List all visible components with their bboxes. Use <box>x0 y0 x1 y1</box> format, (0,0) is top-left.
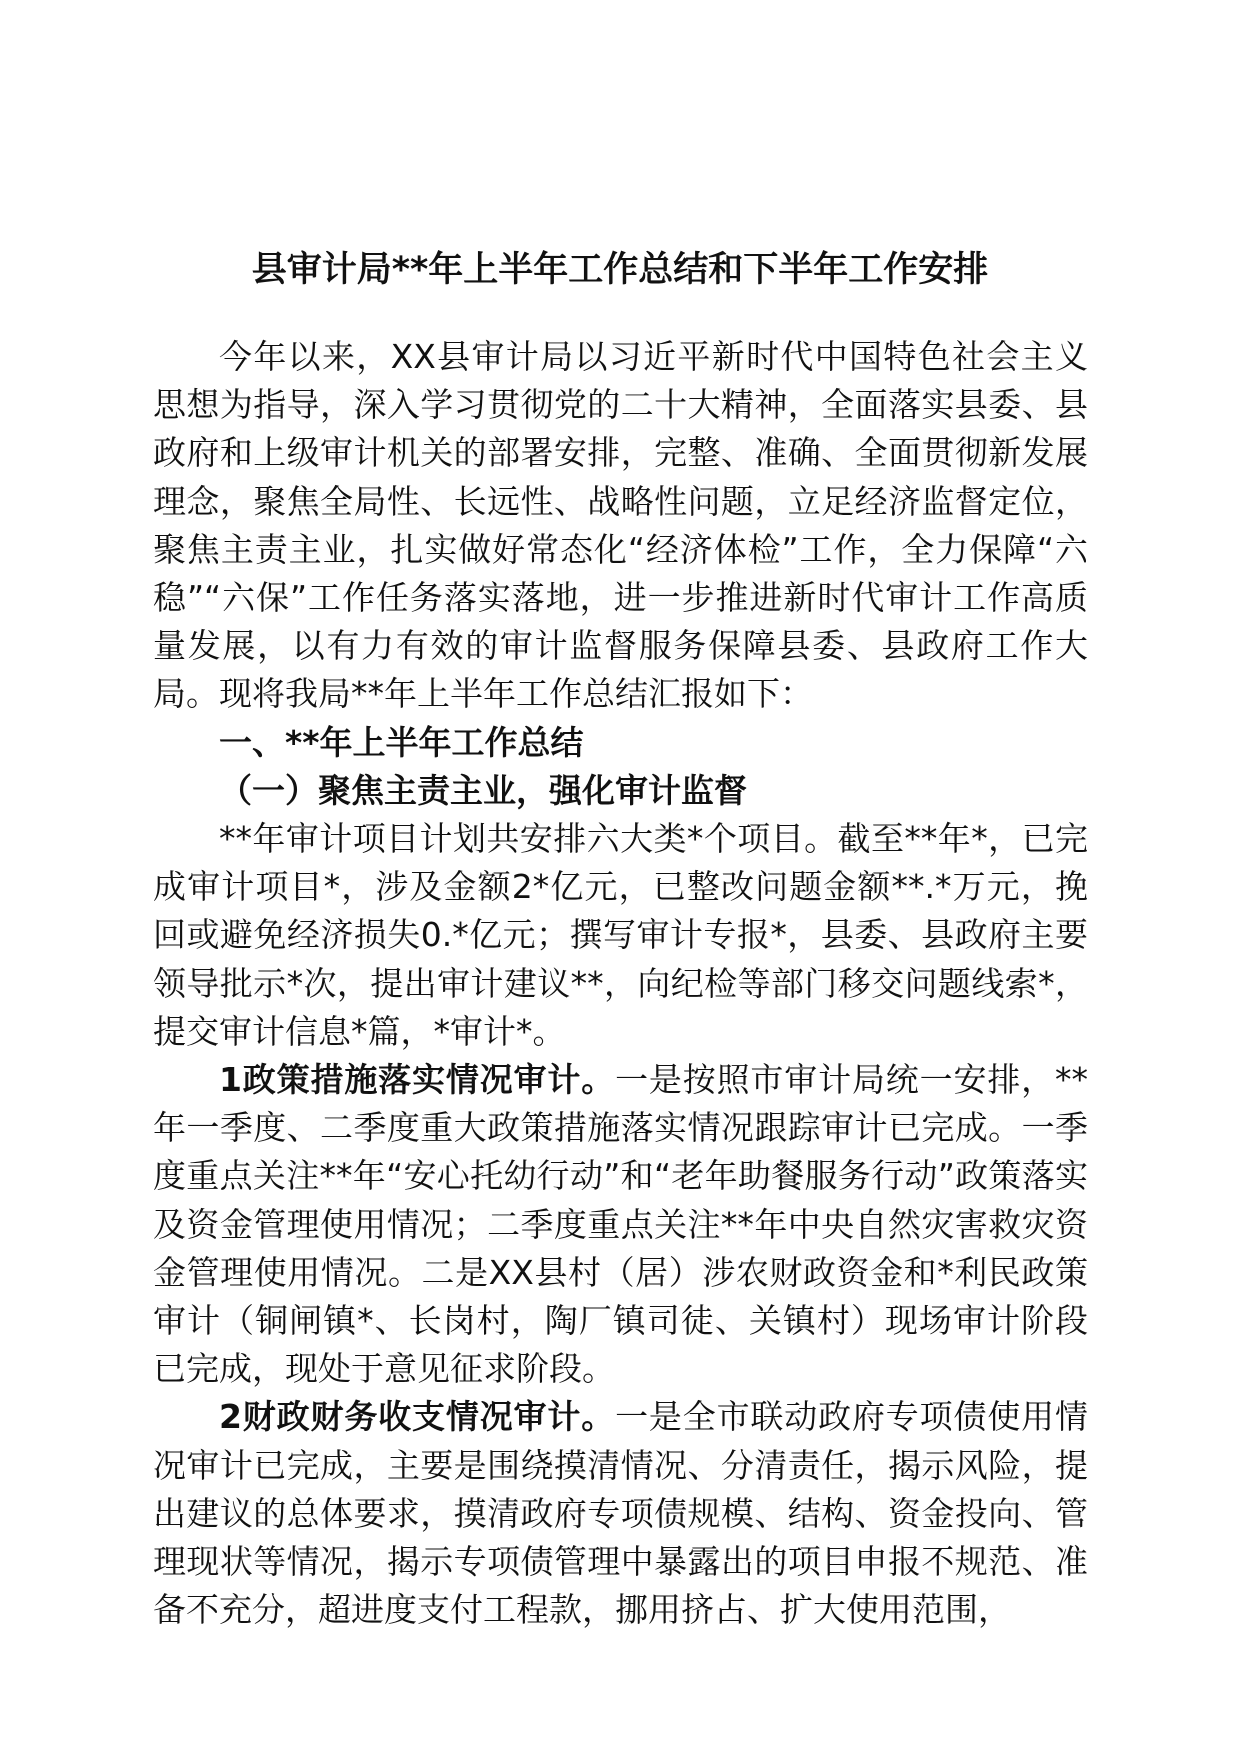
subsection-heading: （一）聚焦主责主业，强化审计监督 <box>219 770 747 810</box>
document-title: 县审计局**年上半年工作总结和下半年工作安排 <box>251 250 989 290</box>
item-1-text: 一是按照市审计局统一安排，**年一季度、二季度重大政策措施落实情况跟踪审计已完成。一季度重点关注**年“安心托幼行动”和“老年助餐服务行动”政策落实及资金管理使用情况；二季度重点关注**年中央自然灾害救灾资金管理使用情况。二是XX县村（居）涉农财政资金和*利民政策审计（铜闸镇*、长岗村，陶厂镇司徒、关镇村）现场审计阶段已完成，现处于意见征求阶段。 <box>153 1060 1088 1389</box>
item-2-paragraph <box>153 1393 1088 1634</box>
item-1-paragraph <box>153 1056 1088 1393</box>
subsection-paragraph: **年审计项目计划共安排六大类*个项目。截至**年*，已完成审计项目*，涉及金额2*亿元，已整改问题金额**.*万元，挽回或避免经济损失0.*亿元；撰写审计专报*，县委、县政府主要领导批示*次，提出审计建议**，向纪检等部门移交问题线索*，提交审计信息*篇，*审计*。 <box>153 819 1088 1051</box>
section-heading: 一、**年上半年工作总结 <box>219 722 584 762</box>
intro-paragraph: 今年以来，XX县审计局以习近平新时代中国特色社会主义思想为指导，深入学习贯彻党的二十大精神，全面落实县委、县政府和上级审计机关的部署安排，完整、准确、全面贯彻新发展理念，聚焦全局性、长远性、战略性问题，立足经济监督定位，聚焦主责主业，扎实做好常态化“经济体检”工作，全力保障“六稳”“六保”工作任务落实落地，进一步推进新时代审计工作高质量发展，以有力有效的审计监督服务保障县委、县政府工作大局。现将我局**年上半年工作总结汇报如下： <box>153 337 1088 714</box>
item-2-lead: 2财政财务收支情况审计。 <box>219 1397 616 1437</box>
item-2-text: 一是全市联动政府专项债使用情况审计已完成，主要是围绕摸清情况、分清责任，揭示风险，提出建议的总体要求，摸清政府专项债规模、结构、资金投向、管理现状等情况，揭示专项债管理中暴露出的项目申报不规范、准备不充分，超进度支付工程款，挪用挤占、扩大使用范围， <box>153 1397 1088 1630</box>
document-body <box>153 333 1088 1634</box>
item-1-lead: 1政策措施落实情况审计。 <box>219 1060 616 1100</box>
